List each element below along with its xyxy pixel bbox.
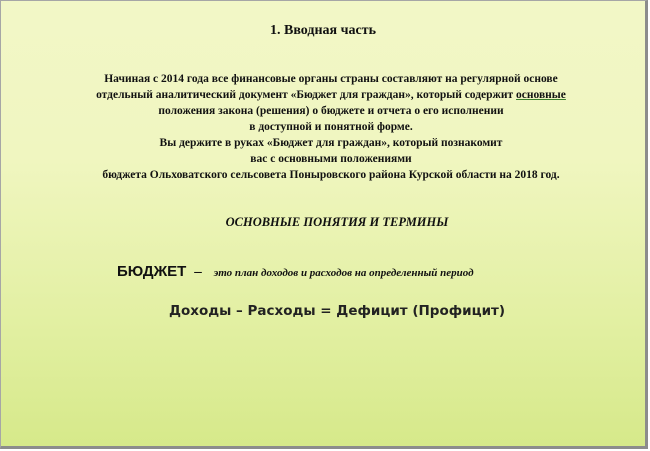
budget-definition — [117, 263, 474, 281]
budget-formula: Доходы – Расходы = Дефицит (Профицит) — [168, 303, 506, 319]
intro-underlined-word: основные — [516, 89, 566, 101]
intro-line-3: положения закона (решения) о бюджете и отчета о его исполнении — [158, 105, 504, 117]
intro-line-7: бюджета Ольховатского сельсовета Поныровского района Курской области на 2018 год. — [102, 169, 560, 181]
intro-line-4: в доступной и понятной форме. — [249, 121, 413, 133]
budget-term: БЮДЖЕТ — [117, 263, 187, 280]
intro-line-2 — [1, 87, 650, 103]
budget-dash: – — [194, 264, 202, 280]
intro-line-5: Вы держите в руках «Бюджет для граждан», который познакомит — [159, 137, 503, 149]
intro-line-6: вас с основными положениями — [250, 153, 412, 165]
section-title: 1. Вводная часть — [269, 23, 376, 38]
budget-definition-text: это план доходов и расходов на определенный период — [213, 267, 474, 279]
intro-line-1: Начиная с 2014 года все финансовые органы страны составляют на регулярной основе — [104, 73, 558, 85]
terms-heading: ОСНОВНЫЕ ПОНЯТИЯ И ТЕРМИНЫ — [225, 215, 449, 229]
intro-paragraph — [1, 71, 650, 183]
intro-line-2-text: отдельный аналитический документ «Бюджет для граждан», который содержит — [96, 89, 517, 101]
